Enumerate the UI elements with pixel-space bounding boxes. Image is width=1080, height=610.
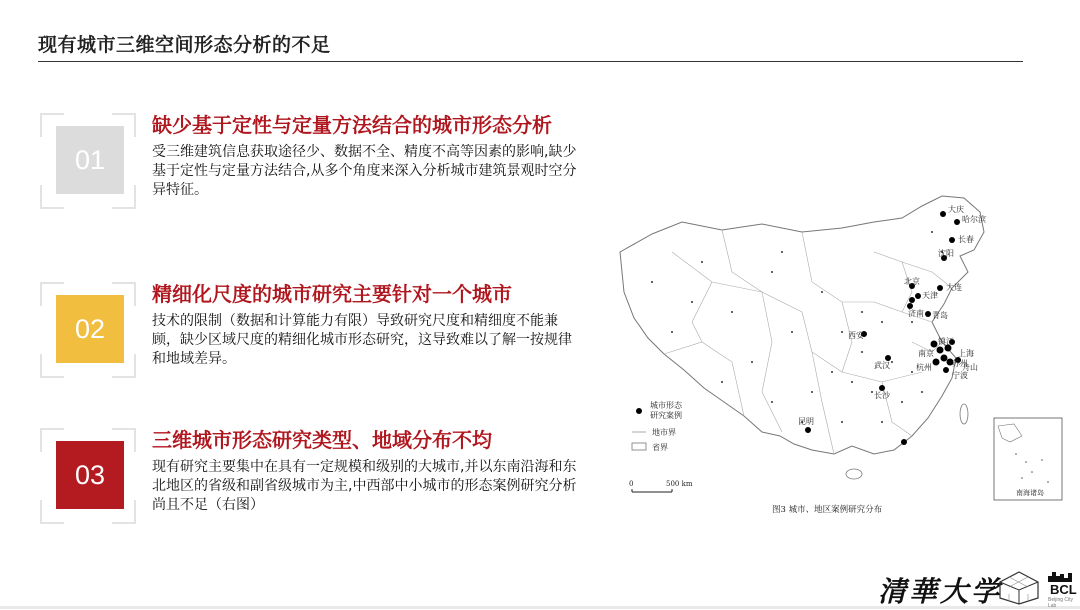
city-label: 大庆 xyxy=(948,205,964,214)
city-label: 宁波 xyxy=(952,371,968,380)
page-title: 现有城市三维空间形态分析的不足 xyxy=(38,34,331,56)
item-number: 02 xyxy=(74,313,106,344)
city-label: 天津 xyxy=(922,291,938,300)
city-label: 镇江 xyxy=(938,337,954,346)
item-body: 现有研究主要集中在具有一定规模和级别的大城市,并以东南沿海和东北地区的省级和副省级城市为主,中西部中小城市的形态案例研究分析尚且不足（右图） xyxy=(152,459,577,513)
map-caption: 图3 城市、地区案例研究分布 xyxy=(772,505,883,515)
legend-case-line1: 城市形态 xyxy=(650,401,682,410)
item-body: 技术的限制（数据和计算能力有限）导致研究尺度和精细度不能兼顾，缺少区域尺度的精细化城市形态研究，这导致难以了解一按规律和地域差异。 xyxy=(152,313,572,367)
legend-province-boundary: 省界 xyxy=(652,443,668,452)
scale-distance: 500 km xyxy=(666,480,693,488)
south-china-sea-inset xyxy=(994,418,1062,500)
china-map xyxy=(612,192,1067,522)
city-label: 昆明 xyxy=(798,417,814,426)
city-label: 西安 xyxy=(848,331,864,340)
inset-label: 南海诸岛 xyxy=(1016,489,1044,497)
item-number-box xyxy=(56,441,124,509)
legend-city-boundary: 地市界 xyxy=(652,428,676,437)
city-label: 大连 xyxy=(946,283,962,292)
city-label: 上海 xyxy=(958,349,974,358)
map-legend xyxy=(632,400,683,452)
city-label: 南京 xyxy=(918,349,934,358)
city-label: 济南 xyxy=(908,309,924,318)
item-number-box xyxy=(56,295,124,363)
china-case-map-figure xyxy=(612,192,1067,522)
skyline-icon xyxy=(1048,570,1076,582)
item-number: 01 xyxy=(74,144,106,175)
item-body: 受三维建筑信息获取途径少、数据不全、精度不高等因素的影响,缺少基于定性与定量方法结合,从多个角度来深入分析城市建筑景观时空分异特征。 xyxy=(152,144,577,198)
point-item-01 xyxy=(40,113,600,213)
scale-bar xyxy=(629,480,693,492)
item-number: 03 xyxy=(74,459,106,490)
tsinghua-logo: 清華大学 xyxy=(878,575,1003,608)
bcl-cube-icon xyxy=(996,570,1042,606)
bcl-logo-subtext: Beijing City Lab xyxy=(1048,597,1074,609)
city-label: 长沙 xyxy=(874,391,890,400)
city-label: 苏州 xyxy=(952,359,968,368)
item-title: 精细化尺度的城市研究主要针对一个城市 xyxy=(152,282,512,306)
point-item-02 xyxy=(40,282,600,382)
city-label: 舟山 xyxy=(962,363,978,372)
title-divider xyxy=(38,61,1023,62)
item-title: 三维城市形态研究类型、地域分布不均 xyxy=(152,428,492,452)
bcl-logo-text: BCL xyxy=(1050,582,1077,597)
item-number-box xyxy=(56,126,124,194)
city-label: 杭州 xyxy=(916,363,932,372)
city-label: 哈尔滨 xyxy=(962,215,986,224)
city-label: 武汉 xyxy=(874,361,890,370)
item-title: 缺少基于定性与定量方法结合的城市形态分析 xyxy=(152,113,552,137)
city-label: 长春 xyxy=(958,235,974,244)
scale-zero: 0 xyxy=(629,480,634,488)
city-label: 沈阳 xyxy=(938,249,954,258)
city-label: 青岛 xyxy=(932,311,948,320)
point-item-03 xyxy=(40,428,600,528)
city-label: 北京 xyxy=(904,277,920,286)
legend-case-line2: 研究案例 xyxy=(650,411,682,420)
footer-logos xyxy=(878,568,1078,609)
